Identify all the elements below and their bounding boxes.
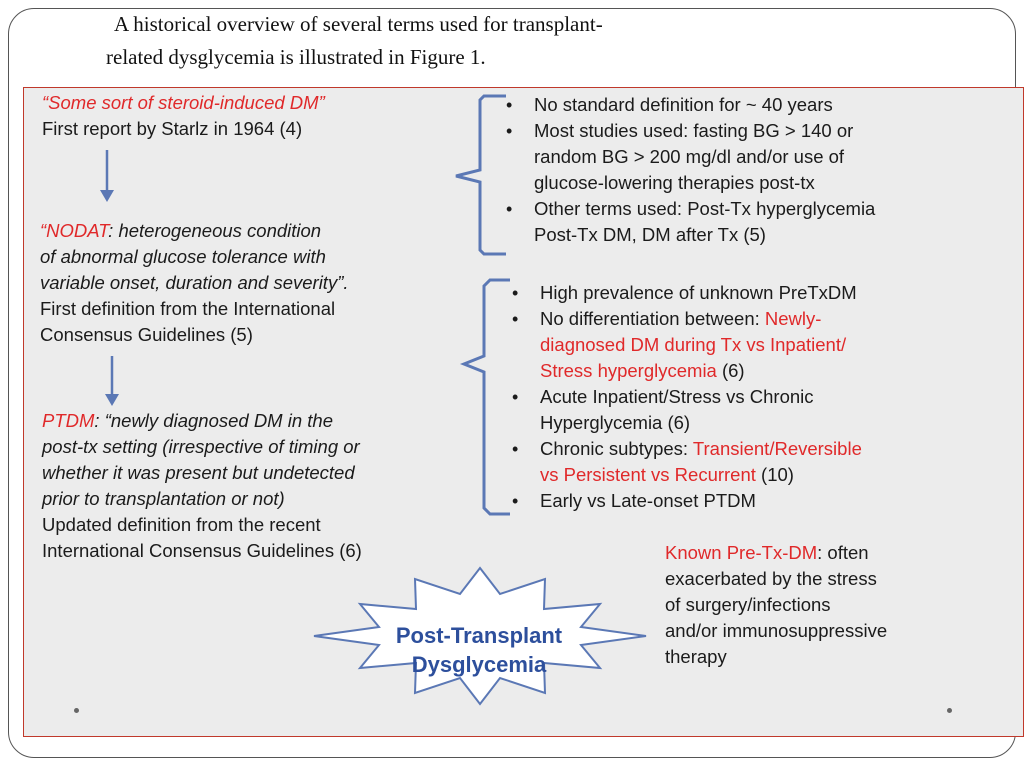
- nodat-note-1: First definition from the International: [40, 298, 336, 319]
- ptdm-def-4: prior to transplantation or not): [42, 488, 285, 509]
- corner-dot-left: [74, 708, 79, 713]
- down-arrow-2-head: [105, 394, 119, 406]
- list-item: • Acute Inpatient/Stress vs Chronic Hyperglycemia (6): [506, 384, 862, 436]
- ptdm-def-3: whether it was present but undetected: [42, 462, 355, 483]
- ptdm-note-1: Updated definition from the recent: [42, 514, 321, 535]
- group-1-list: [500, 92, 875, 248]
- caption-line-1: A historical overview of several terms used for transplant-: [114, 12, 603, 36]
- ptdm-def-2: post-tx setting (irrespective of timing or: [42, 436, 360, 457]
- nodat-note-2: Consensus Guidelines (5): [40, 324, 253, 345]
- figure-1: [23, 87, 1024, 737]
- steroid-quote: “Some sort of steroid-induced DM”: [42, 92, 325, 113]
- known-pretx-term: Known Pre-Tx-DM: [665, 542, 818, 563]
- nodat-def-2: of abnormal glucose tolerance with: [40, 246, 326, 267]
- brace-group-1: [456, 96, 506, 254]
- known-pretx-block: Known Pre-Tx-DM: often exacerbated by the stress of surgery/infections and/or immunosuppressive therapy: [665, 542, 888, 667]
- list-item: • Other terms used: Post-Tx hyperglycemia Post-Tx DM, DM after Tx (5): [500, 196, 875, 248]
- ptdm-term: PTDM: [42, 410, 95, 431]
- list-item: • No standard definition for ~ 40 years: [500, 92, 875, 118]
- corner-dot-right: [947, 708, 952, 713]
- list-item: • High prevalence of unknown PreTxDM: [506, 280, 862, 306]
- nodat-term: “NODAT: [40, 220, 109, 241]
- list-item: • No differentiation between: Newly- diagnosed DM during Tx vs Inpatient/ Stress hyperglycemia (6): [506, 306, 862, 384]
- list-item: • Most studies used: fasting BG > 140 or random BG > 200 mg/dl and/or use of glucose-lowering therapies post-tx: [500, 118, 875, 196]
- down-arrow-1-head: [100, 190, 114, 202]
- steroid-report: First report by Starlz in 1964 (4): [42, 118, 303, 139]
- brace-group-2: [464, 280, 510, 514]
- list-item: • Early vs Late-onset PTDM: [506, 488, 862, 514]
- list-item: • Chronic subtypes: Transient/Reversible vs Persistent vs Recurrent (10): [506, 436, 862, 488]
- nodat-def-1: : heterogeneous condition: [108, 220, 322, 241]
- nodat-def-3: variable onset, duration and severity”.: [40, 272, 349, 293]
- ptdm-def-1: : “newly diagnosed DM in the: [94, 410, 333, 431]
- steroid-block: [42, 90, 325, 142]
- ptdm-note-2: International Consensus Guidelines (6): [42, 540, 362, 561]
- caption: [106, 8, 826, 74]
- center-label: [364, 621, 594, 679]
- center-label-line-2: Dysglycemia: [411, 652, 547, 677]
- center-label-line-1: Post-Transplant: [395, 623, 563, 648]
- group-2-list: [506, 280, 862, 514]
- ptdm-block: [42, 408, 362, 564]
- caption-line-2: related dysglycemia is illustrated in Figure 1.: [106, 45, 486, 69]
- nodat-block: [40, 218, 349, 348]
